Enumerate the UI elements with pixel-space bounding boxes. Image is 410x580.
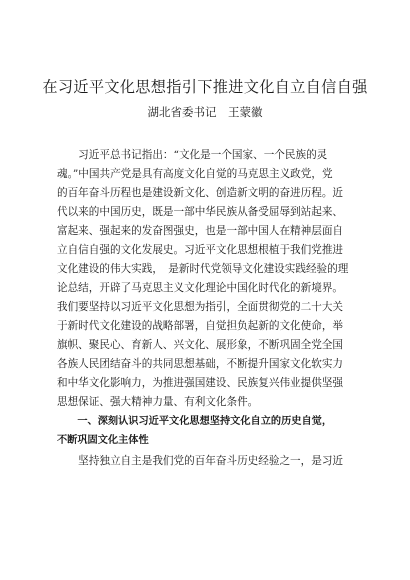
author-byline: 湖北省委书记 王蒙徽 (147, 105, 263, 119)
section-heading-line: 不断巩固文化主体性 (57, 435, 149, 446)
body-line: 各族人民团结奋斗的共同思想基础，不断提升国家文化软实力 (57, 358, 344, 370)
body-line: 文化建设的伟大实践， 是新时代党领导文化建设实践经验的理 (57, 263, 349, 275)
body-line: 和中华文化影响力，为推进强国建设、民族复兴伟业提供坚强 (57, 377, 344, 389)
article-title: 在习近平文化思想指引下推进文化自立自信自强 (42, 78, 368, 96)
section-heading-line: 一、深刻认识习近平文化思想坚持文化自立的历史自觉， (57, 416, 333, 427)
body-line: 富起来、强起来的发奋图强史，也是一部中国人在精神层面自 (57, 225, 344, 237)
body-line: 立自信自强的文化发展史。习近平文化思想根植于我们党推进 (57, 244, 344, 256)
body-line: 旗帜、聚民心、育新人、兴文化、展形象，不断巩固全党全国 (57, 339, 344, 351)
body-line: 坚持独立自主是我们党的百年奋斗历史经验之一，是习近 (57, 455, 344, 467)
body-line: 代以来的中国历史，既是一部中华民族从备受屈辱到站起来、 (57, 206, 344, 218)
body-line: 习近平总书记指出：“文化是一个国家、一个民族的灵 (57, 149, 328, 161)
body-line: 论总结，开辟了马克思主义文化理论中国化时代化的新境界。 (57, 282, 344, 294)
body-line: 于新时代文化建设的战略部署，自觉担负起新的文化使命，举 (57, 320, 344, 332)
body-line: 的百年奋斗历程也是建设新文化、创造新文明的奋进历程。近 (57, 187, 344, 199)
body-line: 思想保证、强大精神力量、有利文化条件。 (57, 396, 259, 408)
body-line: 我们要坚持以习近平文化思想为指引，全面贯彻党的二十大关 (57, 301, 344, 313)
body-line: 魂。”中国共产党是具有高度文化自觉的马克思主义政党，党 (57, 168, 333, 180)
